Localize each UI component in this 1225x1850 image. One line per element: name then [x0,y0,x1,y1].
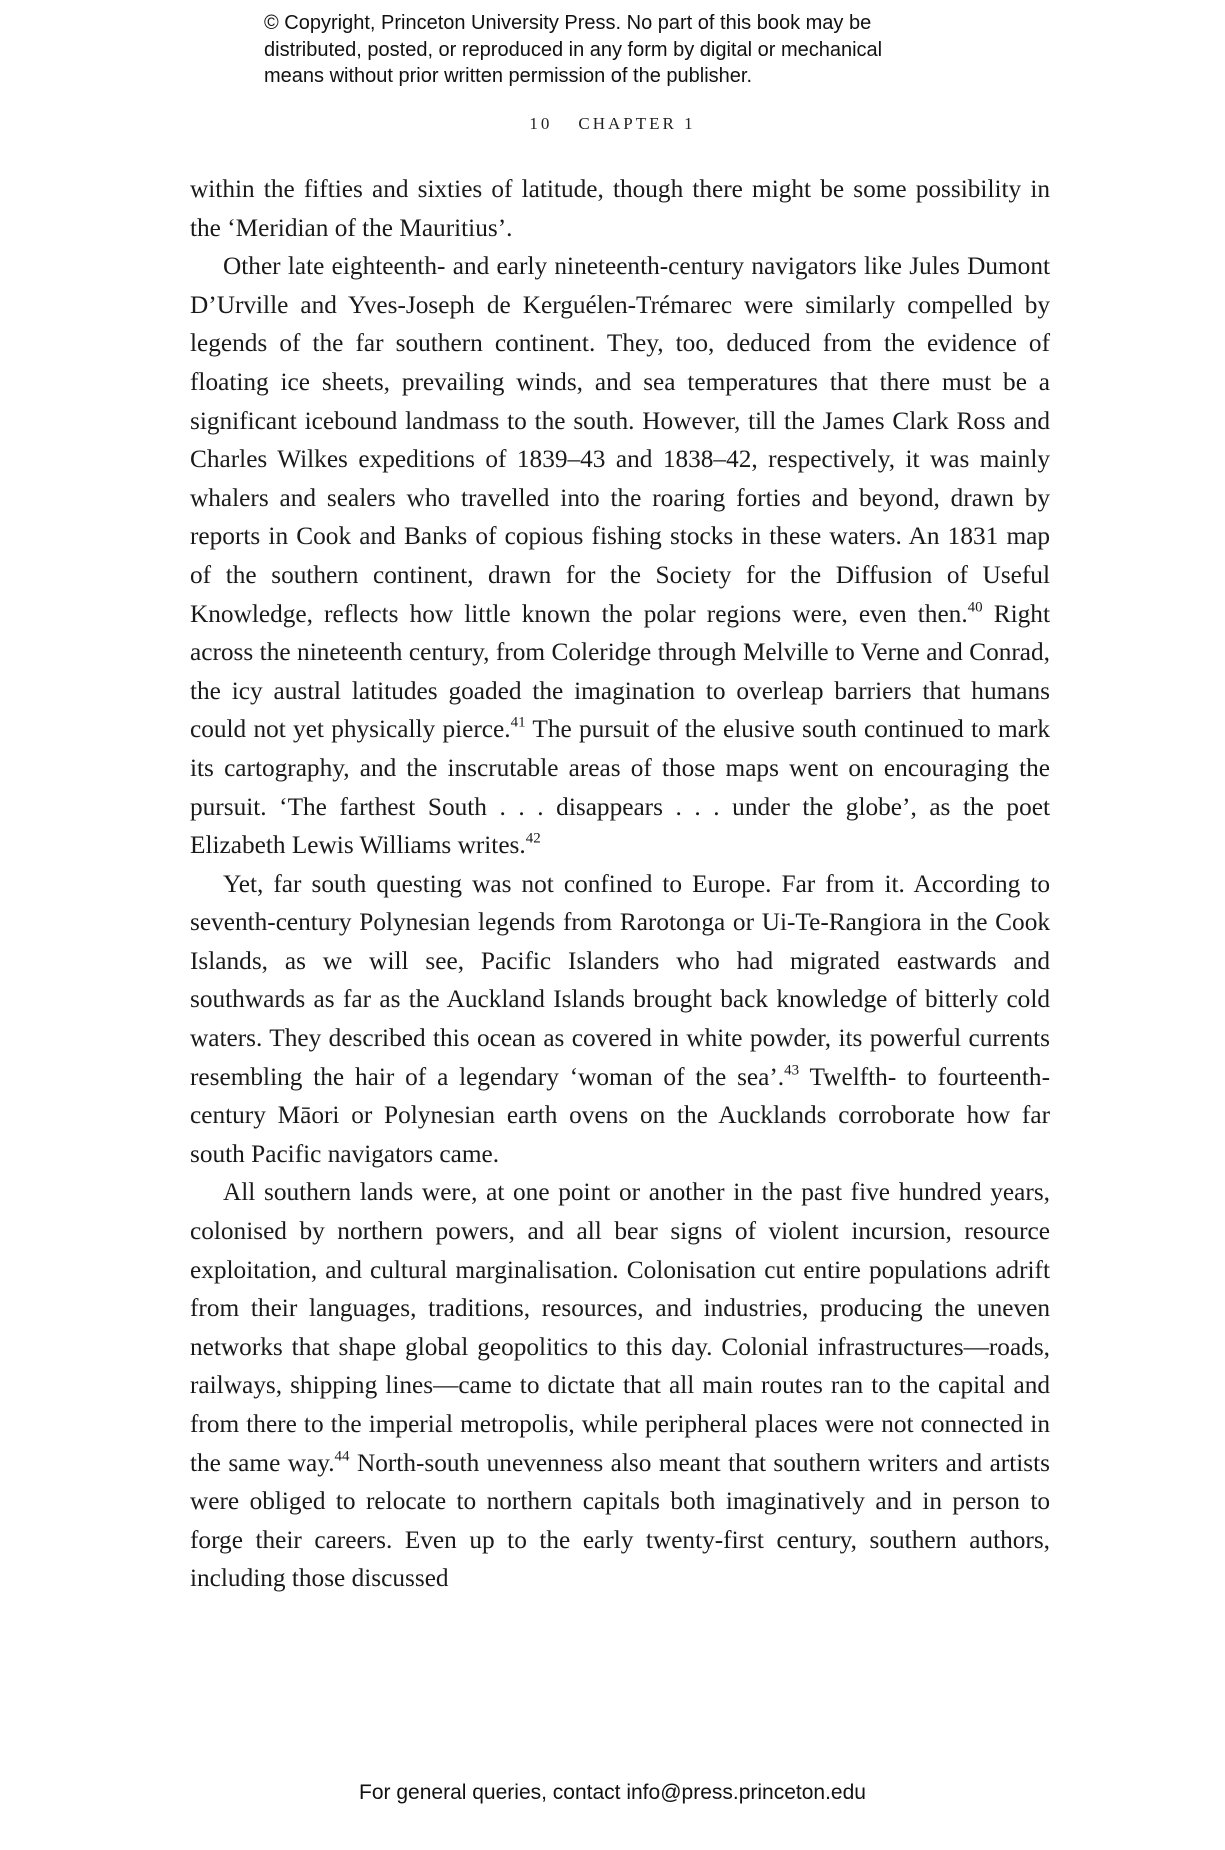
paragraph-continued: within the fifties and sixties of latitude, though there might be some possibility in the ‘Meridian of the Mauritius’. [190,175,1050,242]
body-text [190,170,1050,1598]
running-head [0,114,1225,134]
paragraph-text: Other late eighteenth- and early nineteenth-century navigators like Jules Dumont D’Urville and Yves-Joseph de Kerguélen-Trémarec were similarly compelled by legends of the far southern continent. They, too, deduced from the evidence of floating ice sheets, prevailing winds, and sea temperatures that there must be a significant icebound landmass to the south. However, till the James Clark Ross and Charles Wilkes expeditions of 1839–43 and 1838–42, respectively, it was mainly whalers and sealers who travelled into the roaring forties and beyond, drawn by reports in Cook and Banks of copious fishing stocks in these waters. An 1831 map of the southern continent, drawn for the Society for the Diffusion of Useful Knowledge, reflects how little known the polar regions were, even then. [190,252,1050,628]
paragraph [190,247,1050,865]
chapter-label: CHAPTER 1 [578,114,696,133]
paragraph-text: Twelfth- to fourteenth-century Māori or Polynesian earth ovens on the Aucklands corroborate how far south Pacific navigators came. [190,1062,1050,1168]
paragraph [190,1173,1050,1598]
contact-footer: For general queries, contact info@press.princeton.edu [359,1781,866,1804]
footnote-ref-43[interactable]: 43 [784,1062,800,1079]
copyright-notice [264,10,1024,90]
paragraph-text: Yet, far south questing was not confined to Europe. Far from it. According to seventh-century Polynesian legends from Rarotonga or Ui-Te-Rangiora in the Cook Islands, as we will see, Pacific Islanders who had migrated eastwards and southwards as far as the Auckland Islands brought back knowledge of bitterly cold waters. They described this ocean as covered in white powder, its powerful currents resembling the hair of a legendary ‘woman of the sea’. [190,869,1050,1091]
paragraph-text: Right across the nineteenth century, from Coleridge through Melville to Verne and Conrad, the icy austral latitudes goaded the imagination to overleap barriers that humans could not yet physically pierce. [190,599,1050,744]
paragraph-text: The pursuit of the elusive south continued to mark its cartography, and the inscrutable areas of those maps went on encouraging the pursuit. ‘The farthest South . . . disappears . . . under the globe’, as the poet Elizabeth Lewis Williams writes. [190,715,1050,860]
paragraph-text: All southern lands were, at one point or another in the past five hundred years, colonised by northern powers, and all bear signs of violent incursion, resource exploitation, and cultural marginalisation. Colonisation cut entire populations adrift from their languages, traditions, resources, and industries, producing the uneven networks that shape global geopolitics to this day. Colonial infrastructures—roads, railways, shipping lines—came to dictate that all main routes ran to the capital and from there to the imperial metropolis, while peripheral places were not connected in the same way. [190,1178,1050,1477]
footnote-ref-42[interactable]: 42 [525,830,541,847]
paragraph-text: North-south unevenness also meant that southern writers and artists were obliged to relocate to northern capitals both imaginatively and in person to forge their careers. Even up to the early twenty-first century, southern authors, including those discussed [190,1448,1050,1593]
copyright-line: © Copyright, Princeton University Press. No part of this book may be [264,12,872,34]
footnote-ref-44[interactable]: 44 [334,1448,350,1465]
copyright-line: means without prior written permission of the publisher. [264,65,753,87]
page-number: 10 [529,114,553,133]
copyright-line: distributed, posted, or reproduced in any form by digital or mechanical [264,38,883,61]
footnote-ref-41[interactable]: 41 [510,714,526,731]
footnote-ref-40[interactable]: 40 [967,599,983,616]
paragraph [190,865,1050,1174]
